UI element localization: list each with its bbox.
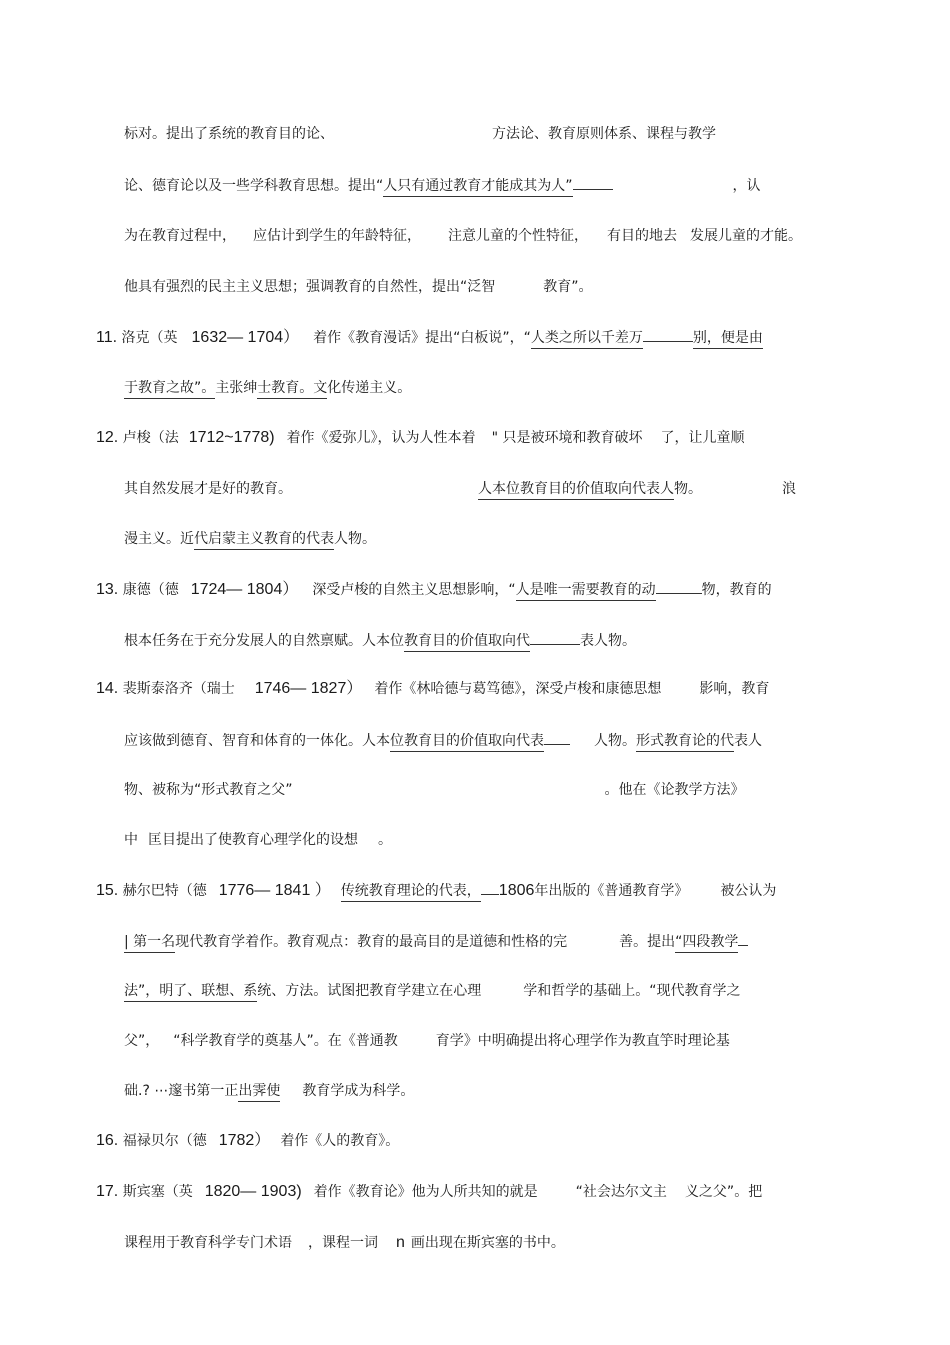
text: 教育学成为科学。 [302,1083,415,1099]
item-15-line-2 [124,931,748,953]
text: 主张绅 [215,380,258,396]
text: 应该做到德育、智育和体育的一体化。人本 [124,733,390,749]
text: 学和哲学的基础上。“现代教育学之 [523,983,741,999]
text: . 斯宾塞（英 [113,1184,193,1200]
text: 着作《林哈德与葛笃德》，深受卢梭和康德思想 [374,681,662,697]
text: 着作《教育论》他为人所共知的就是 [313,1184,538,1200]
item-number: 12 [96,429,114,446]
text: . 卢梭（法 [113,430,179,446]
underlined-text: 于教育之故”。 [124,378,215,399]
text: “科学教育学的奠基人”。在《普通教 [173,1033,398,1049]
underlined-text: 形式教育论的代 [636,731,734,752]
text: 其自然发展才是好的教育。 [124,481,292,497]
underlined-text: “四段教学 [675,932,738,953]
item-15-line-5 [124,1081,414,1102]
text: 表人物。 [580,633,636,649]
years: 1712~1778) [188,429,275,446]
text: 统、方法。试图把教育学建立在心理 [257,983,482,999]
item-11-line-2 [124,378,411,399]
text: n [396,1234,405,1251]
item-14-line-4 [124,830,392,850]
text: 着作《人的教育》。 [280,1133,400,1149]
year: 1806 [498,882,535,899]
text: 被公认为 [720,883,777,899]
underlined-text: 传统教育理论的代表， [341,881,481,902]
text: 物。 [674,481,702,497]
para-line-1 [124,124,716,144]
item-14-line-2 [124,730,762,752]
item-14-line-1 [96,679,769,699]
item-12-line-2 [124,479,796,500]
item-11-line-1 [96,327,763,349]
para-line-2 [124,175,761,197]
text: “社会达尔文主 [575,1184,667,1200]
text: 年出版的《普通教育学》 [534,883,689,899]
text: 论、德育论以及一些学科教育思想。提出“ [124,178,384,194]
item-13-line-2 [124,630,636,652]
item-number: 14 [96,680,114,697]
text: 了，让儿童顺 [660,430,745,446]
text: 注意儿童的个性特征， [448,228,588,244]
text: 他具有强烈的民主主义思想；强调教育的自然性，提出“泛智 [124,279,496,295]
text: 义之父”。把 [684,1184,763,1200]
years: 1776— 1841 ） [218,882,331,899]
underlined-text: 人类之所以千差万 [531,328,643,349]
years: 1724— 1804） [190,581,299,598]
text: 应估计到学生的年龄特征， [253,228,421,244]
item-15-line-3 [124,981,741,1002]
text: 中 [124,832,138,848]
text: 人物。 [334,531,376,547]
item-15-line-1 [96,880,776,902]
text: . 裴斯泰洛齐（瑞士 [113,681,235,697]
text: 。他在《论教学方法》 [604,782,745,798]
item-17-line-1 [96,1182,762,1202]
underlined-text: 明了、联想、系 [159,981,257,1002]
text: 化传递主义。 [327,380,412,396]
text: ，认 [732,178,761,194]
text: 深受卢梭的自然主义思想影响，“ [312,582,516,598]
text: 表人 [734,733,762,749]
text: 课程用于教育科学专门术语 [124,1235,292,1251]
text: 漫主义。近 [124,531,194,547]
item-16-line-1 [96,1131,399,1151]
text: 教育”。 [543,279,593,295]
years: 1746— 1827） [254,680,363,697]
underlined-text: 人本位教育目的价值取向代表人 [478,479,674,500]
text: 。 [378,832,392,848]
text: 有目的地去 [607,228,677,244]
text: " 只是被环境和教育破坏 [491,430,643,446]
text: 为在教育过程中， [124,228,236,244]
text: 着作《教育漫话》提出“白板说”，“ [313,330,531,346]
text: 人物。 [594,733,636,749]
underlined-text: 位教育目的价值取向代表 [390,731,544,752]
item-number: 16 [96,1132,114,1149]
text: . 康德（德 [113,582,179,598]
text: 发展儿童的才能。 [690,228,802,244]
item-12-line-1 [96,428,744,448]
text: 标对。提出了系统的教育目的论、 [124,126,334,142]
underlined-text: 人是唯一需要教育的动 [516,580,656,601]
text: 方法论、教育原则体系、课程与教学 [492,126,716,142]
text: . 赫尔巴特（德 [113,883,207,899]
item-13-line-1 [96,579,772,601]
underlined-text: 出霁使 [238,1081,280,1102]
underlined-text: 法”， [124,981,159,1002]
years: 1820— 1903) [204,1183,302,1200]
underlined-text: 士教育。文 [257,378,327,399]
text: 物、被称为“形式教育之父” [124,782,293,798]
text: 育学》中明确提出将心理学作为教直竽时理论基 [435,1033,730,1049]
text: ，课程一词 [308,1235,378,1251]
underlined-text: 教育目的价值取向代 [404,631,530,652]
item-15-line-4 [124,1031,730,1051]
text: 础.? ⋯邃书第一正 [124,1083,239,1099]
years: 1782） [218,1132,271,1149]
item-number: 17 [96,1183,114,1200]
text: 着作《爱弥儿》，认为人性本着 [286,430,476,446]
text: . 洛克（英 [112,330,178,346]
underlined-text: 代启蒙主义教育的代表 [194,529,334,550]
underlined-text: 别，便是由 [693,328,763,349]
text: 根本任务在于充分发展人的自然禀赋。人本位 [124,633,404,649]
item-17-line-2 [124,1233,565,1253]
underlined-text: 人只有通过教育才能成其为人” [383,176,572,197]
text: 善。提出 [619,934,676,950]
item-14-line-3 [124,780,745,800]
item-number: 13 [96,581,114,598]
para-line-3 [124,226,802,246]
text: 现代教育学着作。教育观点：教育的最高目的是道德和性格的完 [175,934,568,950]
item-number: 11 [96,329,113,346]
text: 影响，教育 [699,681,770,697]
text: . 福禄贝尔（德 [113,1133,207,1149]
text: 匡目提出了使教育心理学化的设想 [148,832,358,848]
text: 画出现在斯宾塞的书中。 [410,1235,565,1251]
text: 浪 [782,481,796,497]
years: 1632— 1704） [191,329,300,346]
para-line-4 [124,277,593,297]
underlined-text: | 第一名 [124,932,175,953]
item-number: 15 [96,882,114,899]
text: 物，教育的 [701,582,772,598]
item-12-line-3 [124,529,376,550]
text: 父”， [124,1033,160,1049]
